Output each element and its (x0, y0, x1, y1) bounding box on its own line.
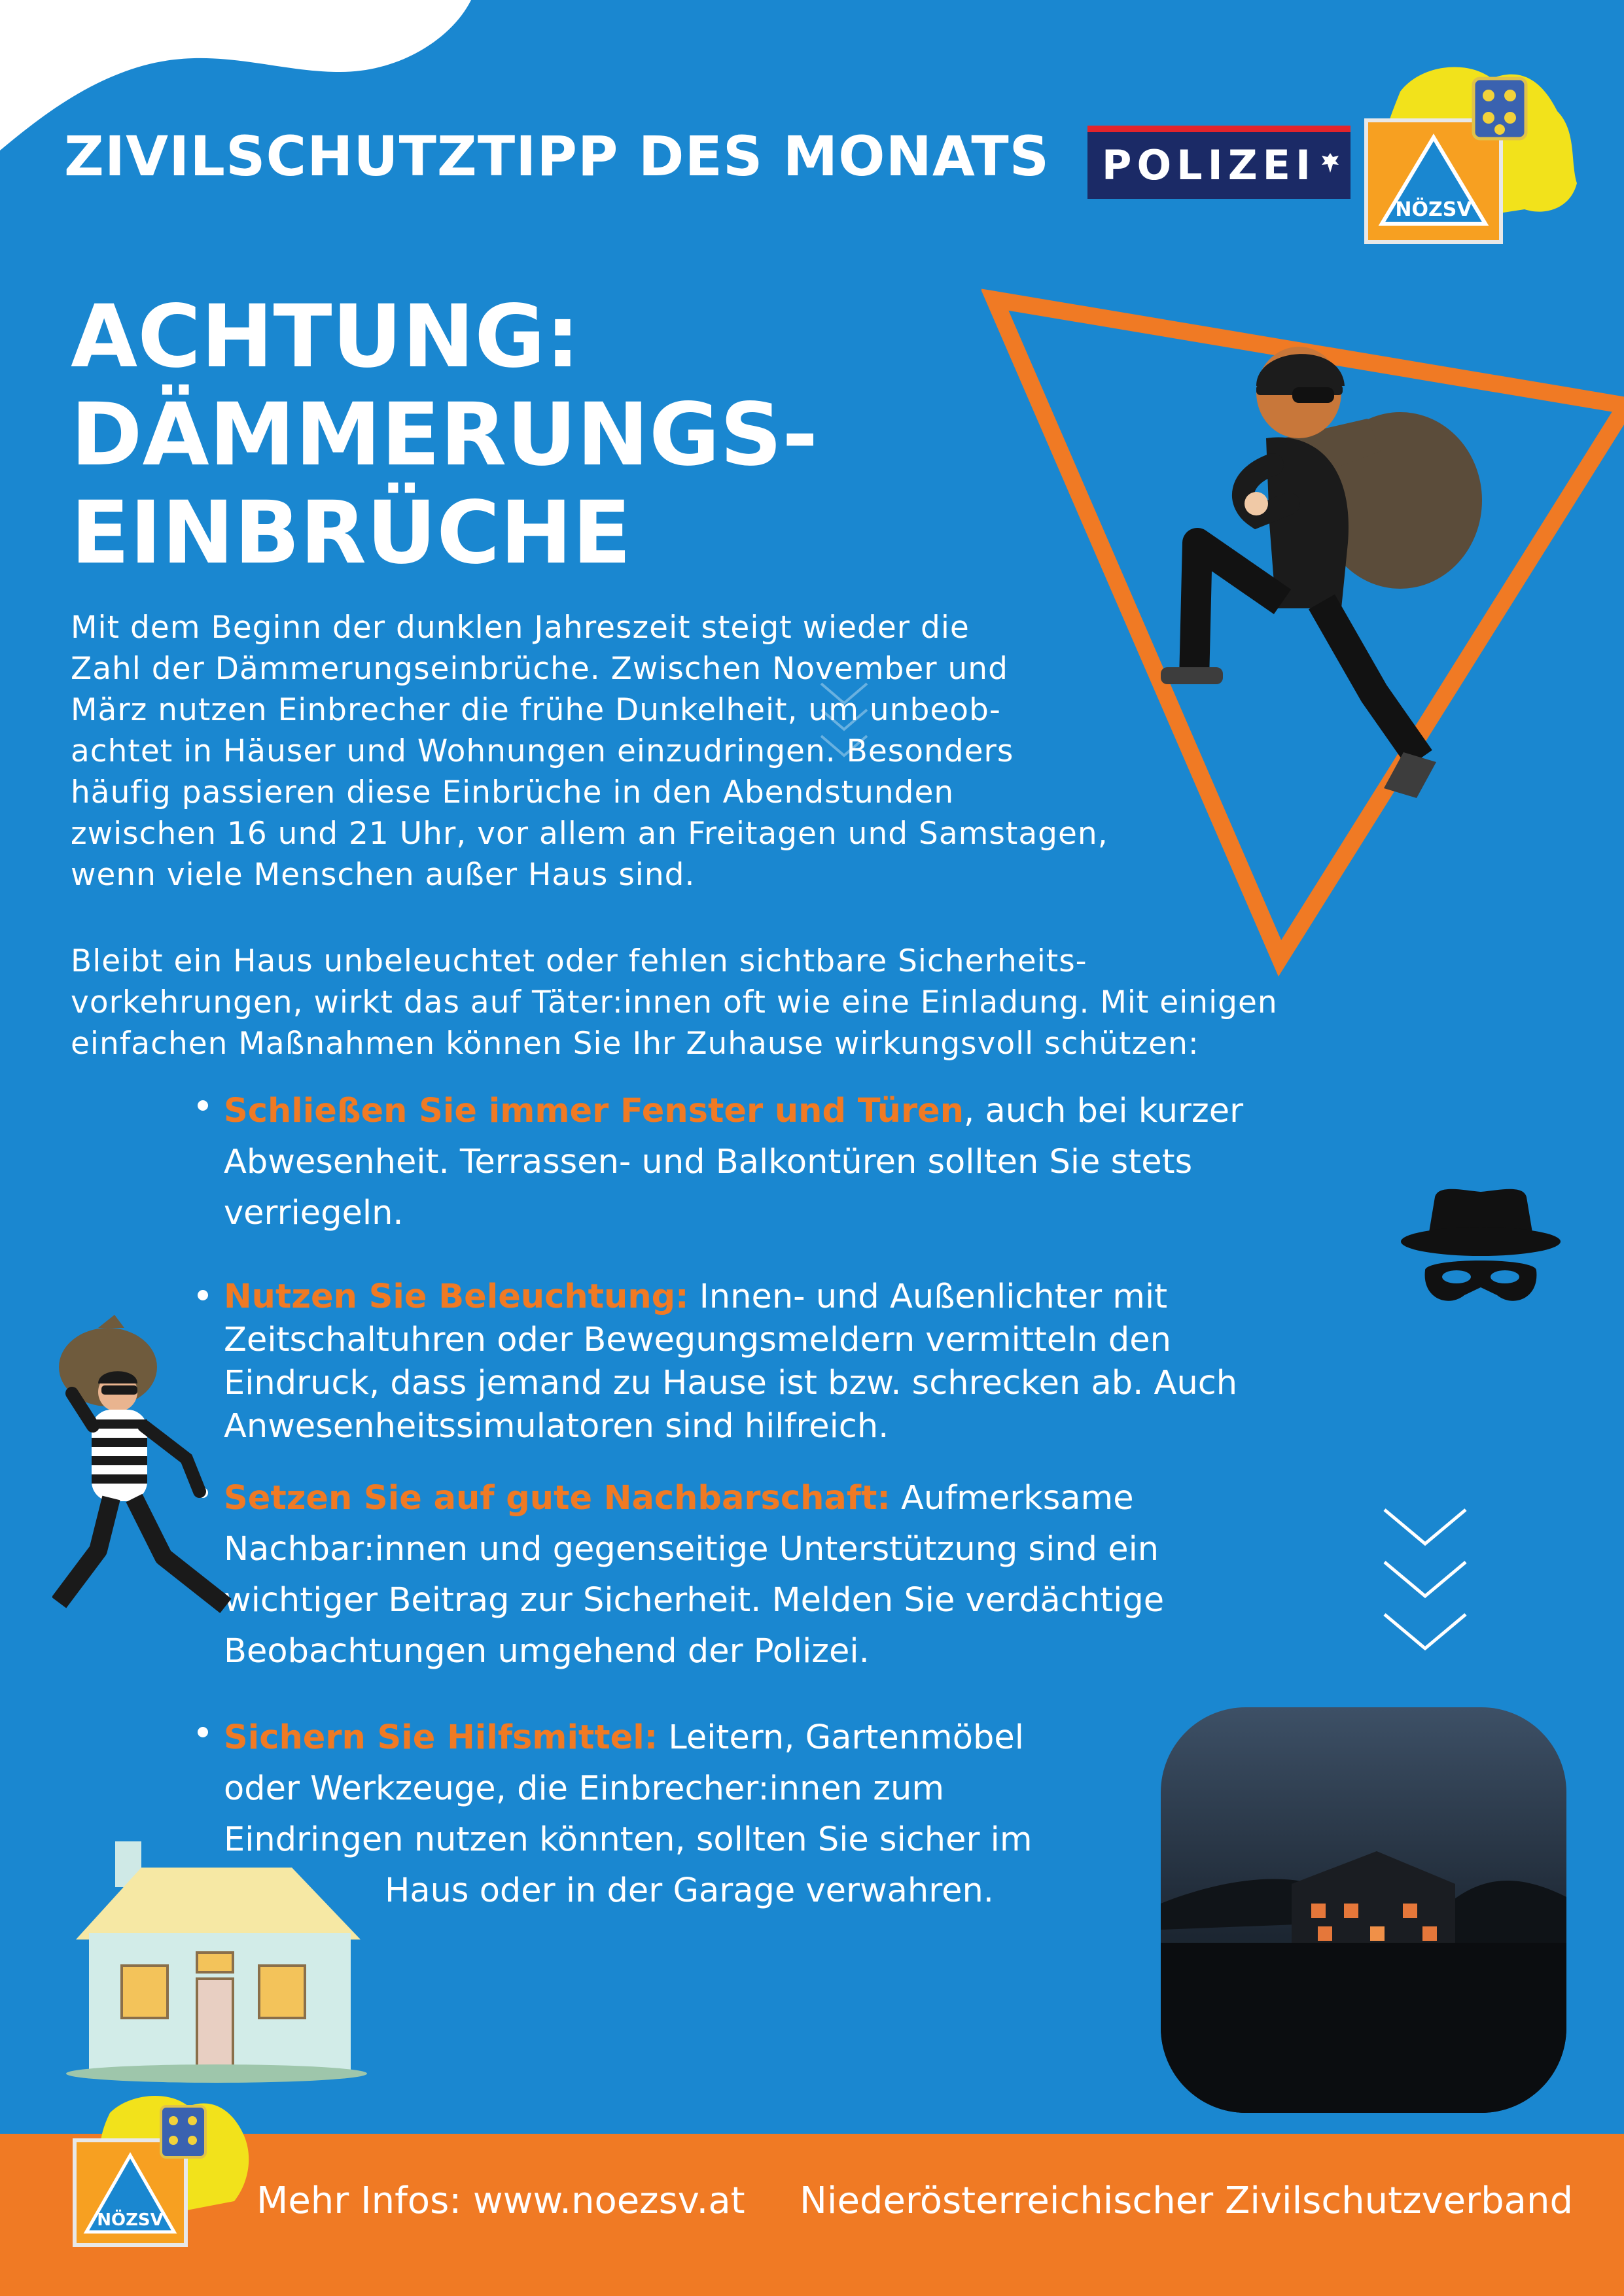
bullet-dot (198, 1727, 208, 1737)
tip-highlight: Schließen Sie immer Fenster und Türen (224, 1092, 964, 1130)
tip-text: Innen- und Außenlichter mit (688, 1278, 1168, 1316)
chevron-down-icon (818, 680, 870, 778)
noezsv-logo-top (1361, 52, 1583, 249)
tip-text: Eindringen nutzen könnten, sollten Sie sicher im (224, 1820, 1033, 1859)
bullet-dot (198, 1100, 208, 1111)
tip-item (224, 1086, 1243, 1239)
footer-website-info: Mehr Infos: www.noezsv.at (256, 2180, 745, 2222)
tip-highlight: Nutzen Sie Beleuchtung: (224, 1278, 689, 1316)
burglar-hat-mask-icon (1399, 1184, 1562, 1321)
house-illustration (63, 1835, 370, 2083)
tip-text: Eindruck, dass jemand zu Hause ist bzw. schrecken ab. Auch (224, 1364, 1238, 1402)
intro-line: häufig passieren diese Einbrüche in den Abendstunden (71, 774, 955, 810)
intro-line: März nutzen Einbrecher die frühe Dunkelheit, um unbeob- (71, 692, 1001, 728)
intro-line: achtet in Häuser und Wohnungen einzudringen. Besonders (71, 733, 1014, 769)
headline-line-2: DÄMMERUNGS- (71, 385, 819, 485)
footer-organization: Niederösterreichischer Zivilschutzverband (800, 2180, 1573, 2222)
logo-footer-label: NÖZSV (97, 2210, 164, 2230)
intro-paragraph (71, 607, 1108, 896)
tip-text: Haus oder in der Garage verwahren. (385, 1871, 994, 1910)
tip-text: oder Werkzeuge, die Einbrecher:innen zum (224, 1769, 945, 1808)
tip-text: Leitern, Gartenmöbel (658, 1718, 1024, 1757)
bullet-dot (198, 1290, 208, 1300)
tip-text: Zeitschaltuhren oder Bewegungsmeldern vermitteln den (224, 1321, 1171, 1359)
tip-text: wichtiger Beitrag zur Sicherheit. Melden Sie verdächtige (224, 1581, 1165, 1620)
burglar-with-sack-illustration (1158, 327, 1498, 811)
tip-text: , auch bei kurzer (964, 1092, 1244, 1130)
intro-line: Mit dem Beginn der dunklen Jahreszeit steigt wieder die (71, 610, 970, 646)
tip-text: Aufmerksame (890, 1479, 1134, 1518)
chevron-down-icon (1379, 1505, 1471, 1675)
intro2-line: vorkehrungen, wirkt das auf Täter:innen oft wie eine Einladung. Mit einigen (71, 984, 1278, 1020)
tip-item (224, 1276, 1237, 1448)
logo-top-label: NÖZSV (1395, 198, 1472, 221)
intro-line: wenn viele Menschen außer Haus sind. (71, 857, 696, 893)
polizei-logo (1087, 126, 1350, 199)
intro2-line: einfachen Maßnahmen können Sie Ihr Zuhause wirkungsvoll schützen: (71, 1026, 1199, 1062)
intro2-line: Bleibt ein Haus unbeleuchtet oder fehlen sichtbare Sicherheits- (71, 943, 1087, 979)
tip-highlight: Setzen Sie auf gute Nachbarschaft: (224, 1479, 891, 1518)
headline-line-1: ACHTUNG: (71, 287, 580, 387)
intro-line: Zahl der Dämmerungseinbrüche. Zwischen November und (71, 651, 1008, 687)
running-burglar-illustration (52, 1315, 249, 1629)
tip-text: Anwesenheitssimulatoren sind hilfreich. (224, 1407, 889, 1446)
tip-text: verriegeln. (224, 1194, 404, 1232)
noezsv-logo-footer (71, 2087, 260, 2250)
tip-text: Nachbar:innen und gegenseitige Unterstützung sind ein (224, 1530, 1159, 1569)
intro-paragraph-2 (71, 941, 1278, 1064)
night-house-photo (1161, 1707, 1566, 2113)
eagle-icon (1320, 152, 1340, 174)
polizei-label: POLIZEI (1102, 141, 1316, 189)
headline-line-3: EINBRÜCHE (71, 483, 631, 583)
tip-text: Beobachtungen umgehend der Polizei. (224, 1632, 870, 1671)
intro-line: zwischen 16 und 21 Uhr, vor allem an Freitagen und Samstagen, (71, 816, 1108, 852)
tip-text: Abwesenheit. Terrassen- und Balkontüren sollten Sie stets (224, 1143, 1193, 1181)
header-title: ZIVILSCHUTZTIPP DES MONATS (64, 124, 1050, 188)
headline (71, 288, 818, 582)
tip-item (224, 1473, 1164, 1677)
tip-highlight: Sichern Sie Hilfsmittel: (224, 1718, 658, 1757)
